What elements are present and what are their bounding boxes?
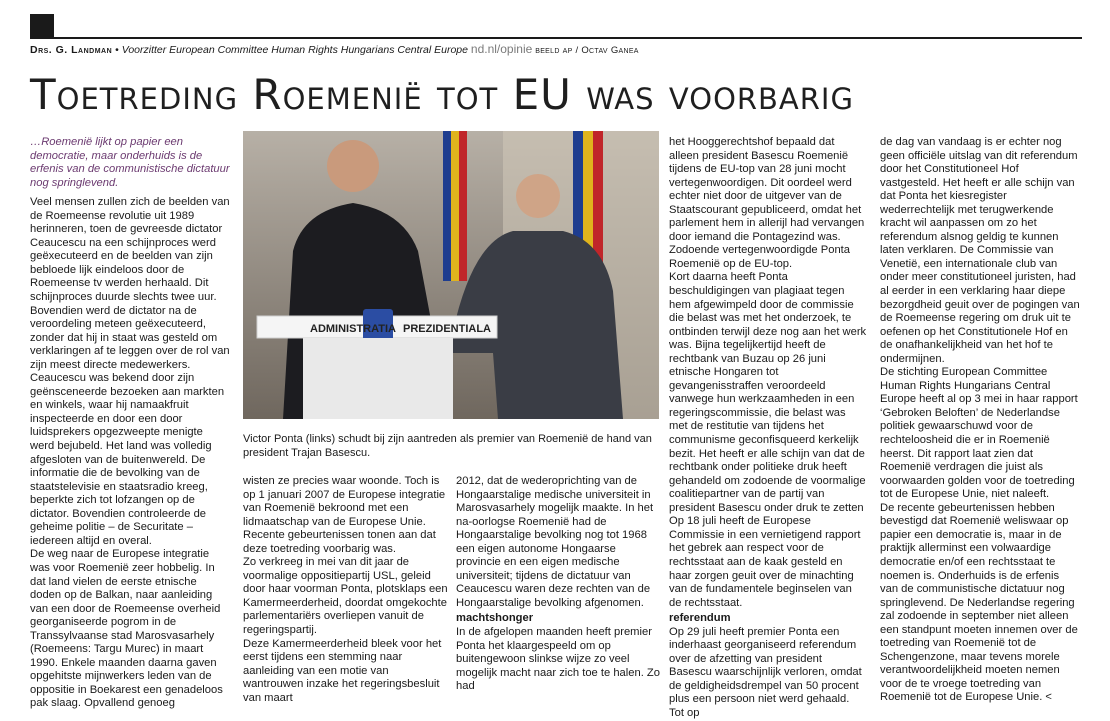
headline: Toetreding Roemenië tot EU was voorbarig	[30, 70, 854, 119]
paragraph: Veel mensen zullen zich de beelden van de Roemeense revolutie uit 1989 herinneren, toen de gevreesde dictator Ceaucescu na een schijnproces werd geëxecuteerd en de beelden van zijn bebloede lijk eindeloos door de Roemeense tv werden herhaald. Dit schijnproces duurde slechts twee uur. Bovendien werd de dictator na de veroordeling meteen geëxecuteerd, zonder dat hij in staat was gesteld om verklaringen af te leggen over de rol van zijn meest directe medewerkers.	[30, 196, 230, 371]
flag-yellow	[451, 131, 459, 281]
subheading-machtshonger: machtshonger	[456, 612, 534, 625]
paragraph: De stichting European Committee Human Rights Hungarians Central Europe heeft al op 3 mei in haar rapport ‘Gebroken Beloften’ de Nederlandse politiek gewaarschuwd voor de rechteloosheid die er in Roemenië heerst. Dit rapport laat zien dat Roemenië verdragen die juist als voorwaarden golden voor de toetreding tot de Europese Unie, niet naleeft.	[880, 366, 1078, 501]
sign-right-text: PREZIDENTIALA	[403, 323, 491, 335]
paragraph: Ceaucescu was bekend door zijn geënsceneerde bezoeken aan markten en winkels, waar hij namaakfruit inspecteerde en door een door luidsprekers opgezweepte menigte werd bejubeld. Het land was volledig afgesloten van de buitenwereld. De informatie die de bevolking van de staatstelevisie en staatsradio kreeg, beperkte zich tot lofzangen op de dictator. Bovendien controleerde de geheime politie – de Securitate – iedereen altijd en overal.	[30, 372, 225, 547]
author-role: Voorzitter European Committee Human Rights Hungarians Central Europe	[121, 44, 468, 56]
paragraph: Op 29 juli heeft premier Ponta een inderhaast georganiseerd referendum over de afzetting van president Basescu waarschijnlijk verloren, omdat de geldigheidsdrempel van 50 procent plus een persoon niet werd gehaald. Tot op	[669, 625, 862, 719]
column-1	[30, 136, 230, 711]
sign-left-text: ADMINISTRATIA	[310, 323, 396, 335]
paragraph: De recente gebeurtenissen hebben bevestigd dat Roemenië weliswaar op papier een democratie is, maar in de praktijk allerminst een volwaardige democratie en/of een rechtsstaat te noemen is. Onderhuids is de erfenis van de communistische dictatuur nog springlevend. De Nederlandse regering zal zodoende in september niet alleen een standpunt moeten innemen over de toetreding van Roemenië tot de Schengenzone, maar tevens morele verantwoordelijkheid moeten nemen voor de te vroege toetreding van Roemenië tot de Europese Unie. <	[880, 501, 1078, 704]
paragraph: Deze Kamermeerderheid bleek voor het eerst tijdens een stemming naar aanleiding van een motie van wantrouwen inzake het regeringsbesluit van maart	[243, 637, 442, 704]
column-5	[880, 136, 1080, 705]
paragraph: 2012, dat de wederoprichting van de Hongaarstalige medische universiteit in Marosvasarhely mogelijk maakte. In het na-oorlogse Roemenië had de Hongaarstalige bevolking nog tot 1968 een eigen autonome Hongaarse provincie en een eigen medische universiteit; tijdens de dictatuur van Ceaucescu waren deze rechten van de Hongaarstalige bevolking afgenomen.	[456, 475, 654, 609]
person-left-head	[327, 140, 379, 192]
paragraph: In de afgelopen maanden heeft premier Ponta het klaargespeeld om op buitengewoon slinkse wijze zo veel mogelijk macht naar zich toe te halen. Zo had	[456, 626, 660, 693]
paragraph: het Hooggerechtshof bepaald dat alleen president Basescu Roemenië tijdens de EU-top van 28 juni mocht vertegenwoordigen. Dit oordeel werd echter niet door de uitgever van de Staatscourant gepubliceerd, omdat het parlement hem in allerijl had vervangen door iemand die Pontagezind was. Zodoende vertegenwoordigde Ponta Roemenië op de EU-top.	[669, 136, 865, 270]
top-rule	[30, 37, 1082, 39]
handshake-illustration	[243, 131, 659, 419]
news-photo	[243, 131, 659, 419]
paragraph: Kort daarna heeft Ponta beschuldigingen van plagiaat tegen hem afgewimpeld door de commissie die belast was met het onderzoek, te ontbinden terwijl deze nog aan het werk was. Bijna tegelijkertijd heeft de rechtbank van Buzau op 26 juni etnische Hongaren tot gevangenisstraffen veroordeeld vanwege hun werkzaamheden in een regeringscommissie, die belast was met de restitutie van tijdens het communisme geconfisqueerd kerkelijk bezit. Het heeft er alle schijn van dat de rechtbank onder politieke druk heeft gehandeld om zodoende de voormalige coalitiepartner van de partij van president Basescu onder druk te zetten	[669, 271, 867, 514]
photo-credit: beeld ap / Octav Ganea	[535, 45, 639, 56]
corner-block	[30, 14, 54, 38]
flag-red	[459, 131, 467, 281]
column-2	[243, 475, 448, 705]
column-4	[669, 136, 867, 721]
author-name: Drs. G. Landman	[30, 44, 113, 56]
byline-separator: •	[115, 44, 119, 56]
subheading-referendum: referendum	[669, 612, 731, 625]
paragraph: Zo verkreeg in mei van dit jaar de voormalige oppositiepartij USL, geleid door haar voorman Ponta, plotsklaps een Kamermeerderheid, doordat omgekochte parlementariërs overliepen vanuit de regeringspartij.	[243, 556, 448, 637]
person-right-head	[516, 174, 560, 218]
paragraph: De weg naar de Europese integratie was voor Roemenië zeer hobbelig. In dat land vielen de eerste etnische doden op de Balkan, naar aanleiding van een door de Roemeense overheid georganiseerde pogrom in de Transsylvaanse stad Marosvasarhely (Roemeens: Targu Murec) in maart 1990. Enkele maanden daarna gaven opgehitste mijnwerkers leden van de oppositie in Boekarest een genadeloos pak slaag. Opvallend genoeg	[30, 548, 223, 710]
paragraph: Op 18 juli heeft de Europese Commissie in een vernietigend rapport het gebrek aan respect voor de rechtsstaat aan de kaak gesteld en haar zorgen geuit over de minachting van de fundamentele beginselen van de rechtsstaat.	[669, 515, 861, 609]
paragraph: wisten ze precies waar woonde. Toch is op 1 januari 2007 de Europese integratie van Roemenië bekroond met een lidmaatschap van de Europese Unie. Recente gebeurtenissen tonen aan dat deze toetreding voorbarig was.	[243, 475, 446, 555]
site-link[interactable]: nd.nl/opinie	[470, 42, 533, 56]
photo-caption: Victor Ponta (links) schudt bij zijn aantreden als premier van Roemenië de hand van president Trajan Basescu.	[243, 433, 652, 459]
podium-body	[303, 338, 453, 419]
byline	[30, 42, 1090, 56]
column-3	[456, 475, 661, 694]
paragraph: de dag van vandaag is er echter nog geen officiële uitslag van dit referendum door het Constitutioneel Hof vastgesteld. Het heeft er alle schijn van dat Ponta het kiesregister wederrechtelijk met terugwerkende kracht wil aanpassen om zo het referendum alsnog geldig te kunnen laten verklaren. De Commissie van Venetië, een internationale club van onder meer constitutioneel juristen, had al eerder in een verklaring haar diepe bezorgdheid geuit over de pogingen van de Roemeense regering om druk uit te oefenen op het Constitutionele Hof en de onafhankelijkheid van het hof te ondermijnen.	[880, 136, 1080, 365]
intro-quote: …Roemenië lijkt op papier een democratie, maar onderhuids is de erfenis van de communistische dictatuur nog springlevend.	[30, 136, 230, 189]
flag-blue	[443, 131, 451, 281]
